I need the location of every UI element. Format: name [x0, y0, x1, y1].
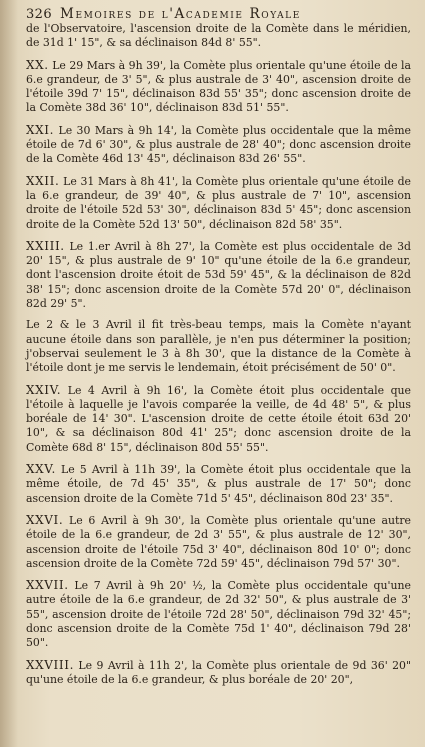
page-number: 326 [26, 7, 53, 22]
paragraph-continuation [26, 22, 411, 51]
paragraph-xxv [26, 462, 411, 506]
paragraph-april-2-3 [26, 318, 411, 375]
paragraph-numeral: XXIII. [26, 238, 65, 253]
paragraph-text: Le 6 Avril à 9h 30', la Comète plus orientale qu'une autre étoile de la 6.e grandeur, de 2d 3' 55", & plus australe de 12' 30", ascension droite de l'étoile 75d 3' 40", déclinaison 80d 10' 0"; donc ascension droite de la Comète 72d 59' 45", déclinaison 79d 57' 30". [26, 513, 411, 570]
paragraph-text: Le 2 & le 3 Avril il fit très-beau temps, mais la Comète n'ayant aucune étoile dans son parallèle, je n'en pus déterminer la position; j'observai seulement le 3 à 8h 30', que la distance de la Comète à l'étoile dont je me servis le lendemain, étoit précisément de 50' 0". [26, 318, 411, 375]
paragraph-xx [26, 58, 411, 116]
paragraph-text: de l'Observatoire, l'ascension droite de la Comète dans le méridien, de 31d 1' 15", & sa déclinaison 84d 8' 55". [26, 22, 411, 50]
paragraph-xxviii [26, 658, 411, 688]
paragraph-text: Le 30 Mars à 9h 14', la Comète plus occidentale que la même étoile de 7d 6' 30", & plus australe de 28' 40"; donc ascension droite de la Comète 46d 13' 45", déclinaison 83d 26' 55". [26, 123, 412, 166]
paragraph-text: Le 1.er Avril à 8h 27', la Comète est plus occidentale de 3d 20' 15", & plus australe de 9' 10" qu'une étoile de la 6.e grandeur, dont l'ascension droite étoit de 53d 59' 45", & la déclinaison de 82d 38' 15"; donc ascension droite de la Comète 57d 20' 0", déclinaison 82d 29' 5". [26, 239, 411, 311]
paragraph-text: Le 31 Mars à 8h 41', la Comète plus orientale qu'une étoile de la 6.e grandeur, de 39' 40", & plus australe de 7' 10", ascension droite de l'étoile 52d 53' 30", déclinaison 83d 5' 45"; donc ascension droite de la Comète 52d 13' 50", déclinaison 82d 58' 35". [26, 174, 411, 231]
page-header [26, 6, 411, 22]
paragraph-numeral: XXI. [26, 122, 55, 137]
paragraph-numeral: XXVI. [26, 512, 64, 527]
paragraph-text: Le 7 Avril à 9h 20' ½, la Comète plus occidentale qu'une autre étoile de la 6.e grandeur, de 2d 32' 50", & plus australe de 3' 55", ascension droite de l'étoile 72d 28' 50", déclinaison 79d 32' 45"; donc ascension droite de la Comète 75d 1' 40", déclinaison 79d 28' 50". [26, 579, 411, 650]
paragraph-numeral: XXIV. [26, 382, 62, 397]
paragraph-text: Le 29 Mars à 9h 39', la Comète plus orientale qu'une étoile de la 6.e grandeur, de 3' 5", & plus australe de 3' 40", ascension droite de l'étoile 39d 7' 15", déclinaison 83d 55' 35"; donc ascension droite de la Comète 38d 36' 10", déclinaison 83d 51' 55". [26, 58, 411, 115]
paragraph-numeral: XXVIII. [26, 657, 74, 672]
paragraph-xxvi [26, 513, 411, 571]
paragraph-numeral: XXVII. [26, 578, 69, 593]
running-title: Memoires de l'Academie Royale [60, 6, 301, 22]
paragraph-text: Le 9 Avril à 11h 2', la Comète plus orientale de 9d 36' 20" qu'une étoile de la 6.e grandeur, & plus boréale de 20' 20", [26, 658, 411, 686]
paragraph-numeral: XXV. [26, 462, 56, 477]
paragraph-xxiv [26, 383, 411, 455]
paragraph-xxi [26, 123, 411, 167]
paragraph-text: Le 4 Avril à 9h 16', la Comète étoit plus occidentale que l'étoile à laquelle je l'avois comparée la veille, de 4d 48' 5", & plus boréale de 14' 30". L'ascension droite de cette étoile étoit 63d 20' 10", & sa déclinaison 80d 41' 25"; donc ascension droite de la Comète 68d 8' 15", déclinaison 80d 55' 55". [26, 383, 411, 454]
paragraph-xxvii [26, 578, 411, 650]
paragraph-xxii [26, 174, 411, 232]
paragraph-numeral: XXII. [26, 173, 60, 188]
paragraph-text: Le 5 Avril à 11h 39', la Comète étoit plus occidentale que la même étoile, de 7d 45' 35", & plus australe de 17' 50"; donc ascension droite de la Comète 71d 5' 45", déclinaison 80d 23' 35". [26, 463, 412, 505]
paragraph-numeral: XX. [26, 57, 49, 72]
paragraph-xxiii [26, 239, 411, 311]
gutter-shadow [0, 0, 18, 747]
